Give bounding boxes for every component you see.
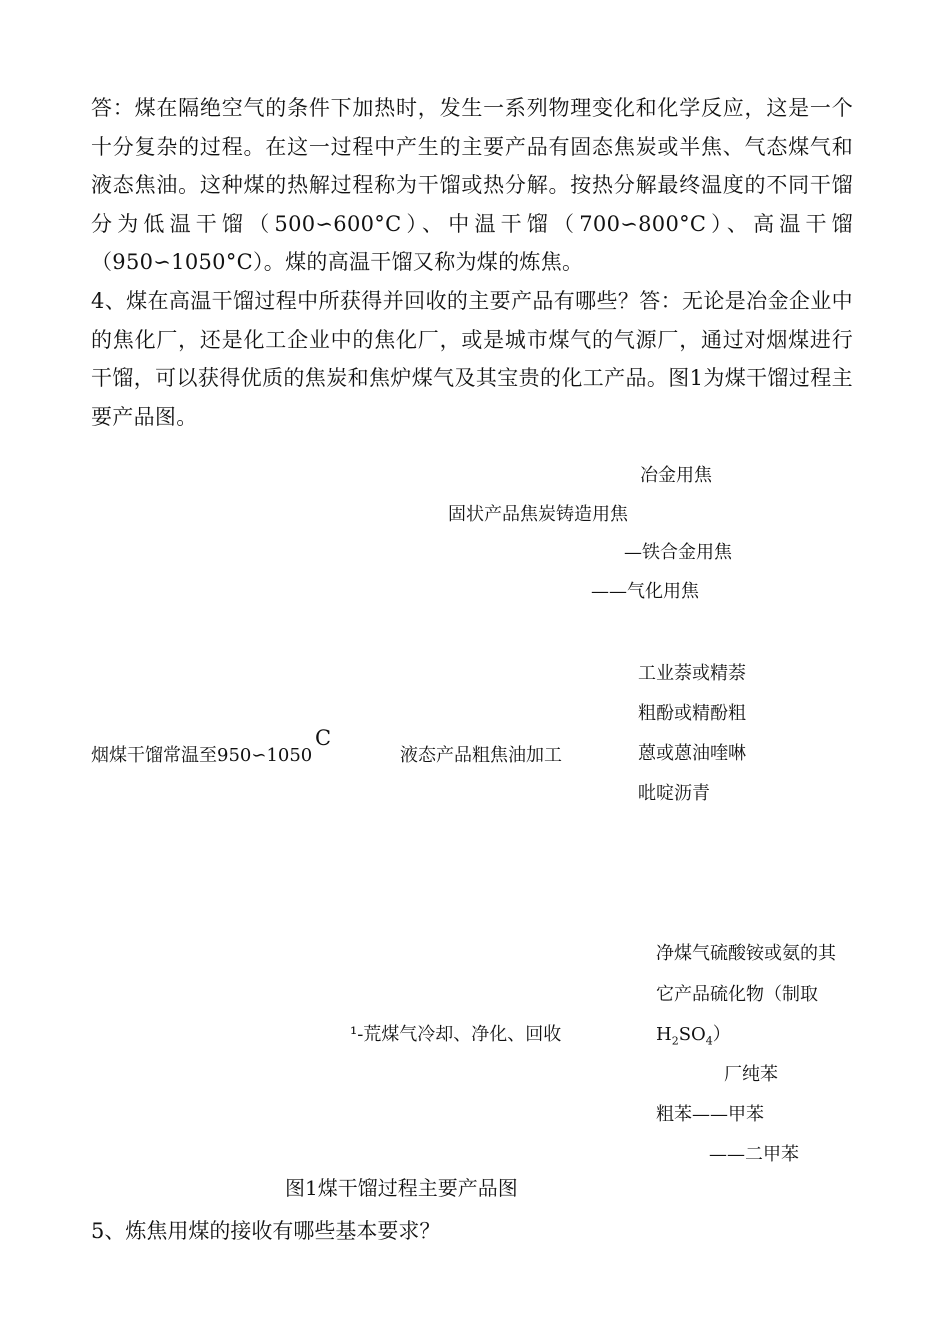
gas-products-label: ¹-荒煤气冷却、净化、回收	[350, 1024, 562, 1045]
benzene-pure: 厂纯苯	[724, 1064, 778, 1085]
solid-item-gasification-coke: ——气化用焦	[591, 581, 699, 602]
liquid-item-pyridine: 吡啶沥青	[638, 783, 710, 804]
liquid-products-label: 液态产品粗焦油加工	[400, 745, 562, 766]
benzene-crude-toluene: 粗苯——甲苯	[656, 1104, 764, 1125]
solid-item-ferroalloy-coke: —铁合金用焦	[624, 542, 732, 563]
diagram-root-label: 烟煤干馏常温至950∽1050	[91, 745, 313, 766]
solid-item-metallurgical-coke: 冶金用焦	[640, 465, 712, 486]
question-5-heading: 5、炼焦用煤的接收有哪些基本要求？	[91, 1219, 441, 1243]
liquid-item-phenol: 粗酚或精酚粗	[638, 703, 746, 724]
gas-item-clean-gas: 净煤气硫酸铵或氨的其	[656, 943, 836, 964]
figure-caption: 图1煤干馏过程主要产品图	[285, 1176, 518, 1200]
benzene-xylene: ——二甲苯	[709, 1144, 799, 1165]
liquid-item-naphthalene: 工业萘或精萘	[638, 663, 746, 684]
root-temperature-unit: C	[315, 726, 332, 750]
answer-paragraph: 答：煤在隔绝空气的条件下加热时，发生一系列物理变化和化学反应，这是一个十分复杂的过程。在这一过程中产生的主要产品有固态焦炭或半焦、气态煤气和液态焦油。这种煤的热解过程称为干馏或热分解。按热分解最终温度的不同干馏分为低温干馏（500∽600°C）、中温干馏（700∽800°C）、高温干馏（950∽1050°C）。煤的高温干馏又称为煤的炼焦。	[91, 96, 853, 274]
question-4-paragraph: 4、煤在高温干馏过程中所获得并回收的主要产品有哪些？答：无论是冶金企业中的焦化厂，还是化工企业中的焦化厂，或是城市煤气的气源厂，通过对烟煤进行干馏，可以获得优质的焦炭和焦炉煤气及其宝贵的化工产品。图1为煤干馏过程主要产品图。	[91, 289, 853, 429]
sulfuric-acid-formula: $H_2SO_4$）	[656, 1024, 731, 1048]
gas-item-other-products: 它产品硫化物（制取	[656, 984, 818, 1005]
liquid-item-anthracene: 蒽或蒽油喹啉	[638, 743, 746, 764]
solid-products-label: 固状产品焦炭铸造用焦	[448, 504, 628, 525]
